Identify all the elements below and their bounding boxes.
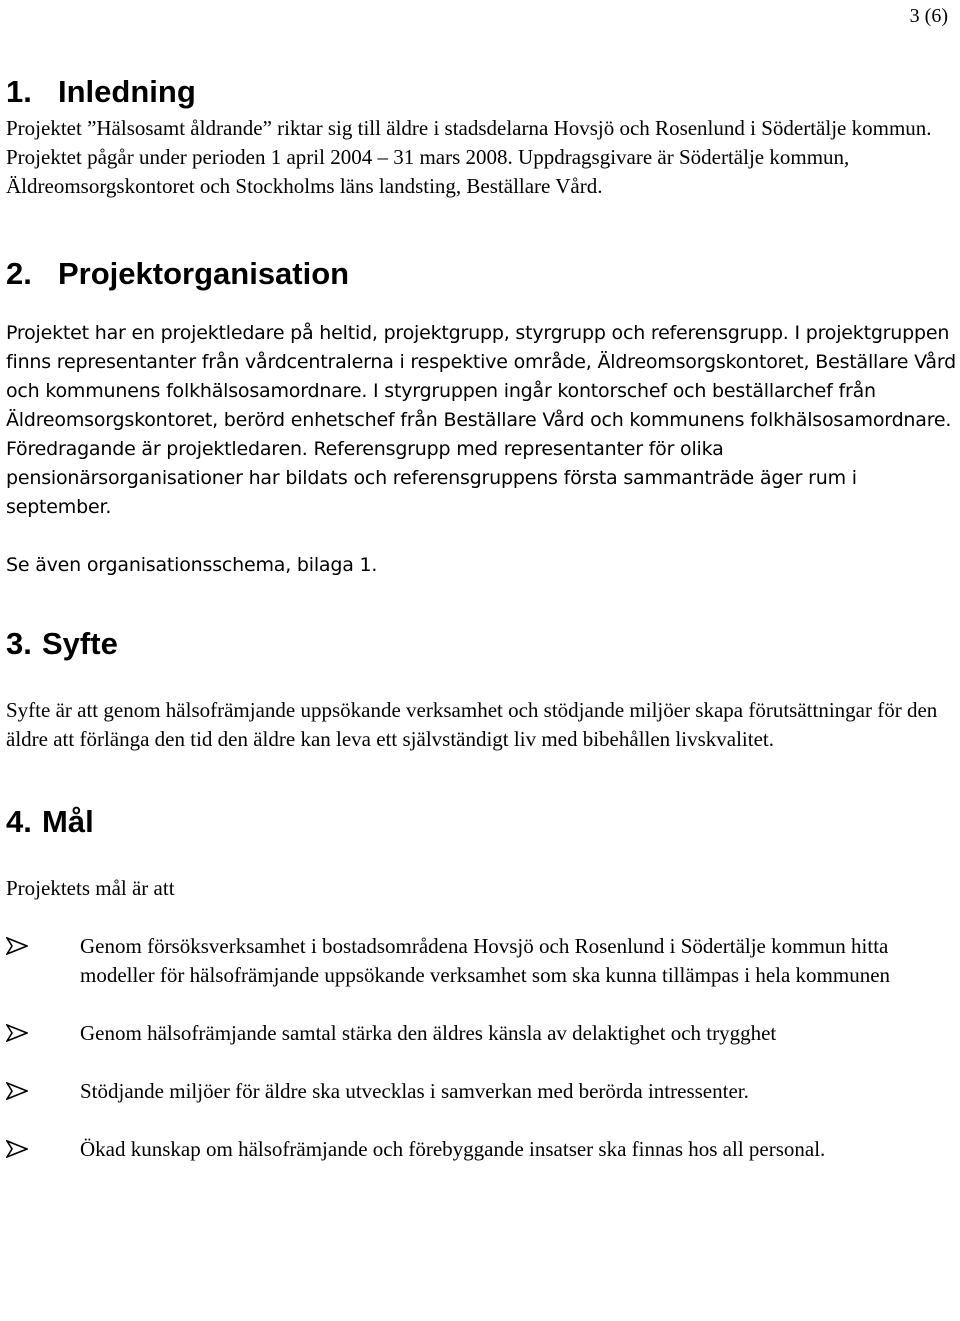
arrowhead-bullet-icon xyxy=(6,1082,28,1100)
heading-number: 2. xyxy=(6,256,32,291)
heading-syfte xyxy=(6,626,956,662)
arrowhead-bullet-icon xyxy=(6,1024,28,1042)
paragraph-syfte: Syfte är att genom hälsofrämjande uppsökande verksamhet och stödjande miljöer skapa förutsättningar för den äldre att förlänga den tid den äldre kan leva ett självständigt liv med bibehållen livskvalitet. xyxy=(6,698,938,751)
list-item xyxy=(6,1135,956,1164)
list-item xyxy=(6,1019,956,1048)
paragraph-projektorganisation: Projektet har en projektledare på heltid, projektgrupp, styrgrupp och referensgrupp. I projektgruppen finns representanter från vårdcentralerna i respektive område, Äldreomsorgskontoret, Beställare Vård och kommunens folkhälsosamordnare. I styrgruppen ingår kontorschef och beställarchef från Äldreomsorgskontoret, berörd enhetschef från Beställare Vård och kommunens folkhälsosamordnare. Föredragande är projektledaren. Referensgrupp med representanter för olika pensionärsorganisationer har bildats och referensgruppens första sammanträde äger rum i september. xyxy=(6,322,956,518)
list-item-text: Genom försöksverksamhet i bostadsområdena Hovsjö och Rosenlund i Södertälje kommun hitta modeller för hälsofrämjande uppsökande verksamhet som ska kunna tillämpas i hela kommunen xyxy=(80,934,891,987)
page-number: 3 (6) xyxy=(909,5,948,27)
list-item xyxy=(6,1077,956,1106)
paragraph-inledning: Projektet ”Hälsosamt åldrande” riktar sig till äldre i stadsdelarna Hovsjö och Rosenlund i Södertälje kommun. Projektet pågår under perioden 1 april 2004 – 31 mars 2008. Uppdragsgivare är Södertälje kommun, Äldreomsorgskontoret och Stockholms läns landsting, Beställare Vård. xyxy=(6,116,932,198)
heading-title: Mål xyxy=(42,804,94,839)
arrowhead-bullet-icon xyxy=(6,1140,28,1158)
list-item-text: Stödjande miljöer för äldre ska utvecklas i samverkan med berörda intressenter. xyxy=(80,1079,749,1103)
heading-number: 1. xyxy=(6,74,32,109)
heading-title: Syfte xyxy=(42,626,118,661)
list-item-text: Genom hälsofrämjande samtal stärka den äldres känsla av delaktighet och trygghet xyxy=(80,1021,777,1045)
heading-projektorganisation xyxy=(6,256,956,292)
paragraph-mal-intro: Projektets mål är att xyxy=(6,876,175,900)
heading-title: Projektorganisation xyxy=(58,256,350,291)
heading-mal xyxy=(6,804,956,840)
list-item-text: Ökad kunskap om hälsofrämjande och förebyggande insatser ska finnas hos all personal. xyxy=(80,1137,826,1161)
goals-list xyxy=(6,932,956,1164)
document-body xyxy=(6,0,956,1164)
paragraph-organisationsschema: Se även organisationsschema, bilaga 1. xyxy=(6,554,378,576)
list-item xyxy=(6,932,956,990)
heading-inledning xyxy=(6,74,956,110)
arrowhead-bullet-icon xyxy=(6,937,28,955)
heading-title: Inledning xyxy=(58,74,196,109)
heading-number: 3. xyxy=(6,626,32,661)
heading-number: 4. xyxy=(6,804,32,839)
